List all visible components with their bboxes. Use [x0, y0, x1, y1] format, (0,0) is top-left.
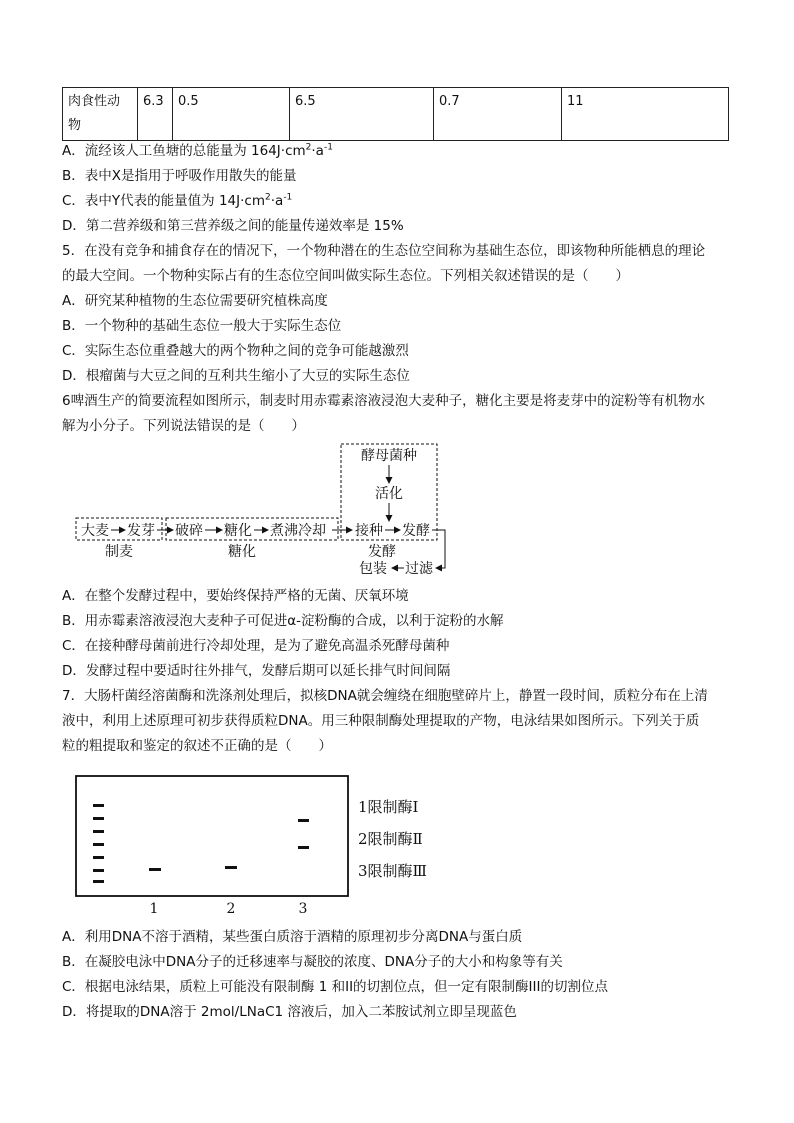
q6-option-c: C．在接种酵母菌前进行冷却处理，是为了避免高温杀死酵母菌种 — [62, 638, 450, 654]
table-cell-name: 肉食性动物 — [63, 88, 138, 141]
gel-band — [149, 868, 161, 871]
legend-enzyme-1: 1限制酶Ⅰ — [358, 798, 419, 816]
package-label: 包装 — [359, 561, 387, 577]
q7-option-a: A．利用DNA不溶于酒精，某些蛋白质溶于酒精的原理初步分离DNA与蛋白质 — [62, 929, 523, 945]
lane-1-label: 1 — [149, 901, 159, 917]
gel-frame — [76, 776, 348, 896]
q5-option-d: D．根瘤菌与大豆之间的互利共生缩小了大豆的实际生态位 — [62, 368, 410, 384]
inoculate-label: 接种 — [355, 523, 383, 539]
saccharify-step-label: 糖化 — [224, 523, 252, 539]
q6-option-d: D．发酵过程中要适时往外排气，发酵后期可以延长排气时间间隔 — [62, 663, 451, 679]
yeast-strain-label: 酵母菌种 — [361, 448, 417, 464]
gel-band — [93, 869, 104, 872]
crush-label: 破碎 — [175, 523, 203, 539]
table-cell: 0.5 — [173, 88, 290, 141]
table-cell: 0.7 — [434, 88, 562, 141]
arrow-ferment-filter — [432, 530, 445, 568]
q7-stem-line2: 液中，利用上述原理可初步获得质粒DNA。用三种限制酶处理提取的产物，电泳结果如图所示。下列关于质 — [62, 713, 700, 729]
lane-1-bands — [93, 804, 161, 883]
ferment-label: 发酵 — [402, 523, 430, 539]
table-cell: 11 — [562, 88, 729, 141]
lane-2-label: 2 — [226, 901, 236, 917]
gel-band — [298, 846, 309, 849]
q5-option-b: B．一个物种的基础生态位一般大于实际生态位 — [62, 318, 342, 334]
gel-band — [298, 819, 309, 822]
q4-option-b: B．表中X是指用于呼吸作用散失的能量 — [62, 168, 297, 184]
lane-2-band — [225, 866, 237, 869]
q6-stem-line1: 6啤酒生产的简要流程如图所示，制麦时用赤霉素溶液浸泡大麦种子，糖化主要是将麦芽中的淀粉等有机物水 — [62, 393, 706, 409]
barley-label: 大麦 — [81, 523, 109, 539]
saccharification-group-label: 糖化 — [228, 544, 256, 560]
q5-option-c: C．实际生态位重叠越大的两个物种之间的竞争可能越激烈 — [62, 343, 409, 359]
q7-option-d: D．将提取的DNA溶于 2mol/LNaC1 溶液后，加入二苯胺试剂立即呈现蓝色 — [62, 1004, 517, 1020]
electrophoresis-gel-figure — [62, 760, 442, 920]
filter-label: 过滤 — [405, 561, 433, 577]
legend-enzyme-3: 3限制酶Ⅲ — [358, 862, 428, 880]
gel-band — [93, 804, 104, 807]
gel-band — [93, 880, 104, 883]
q6-stem-line2: 解为小分子。下列说法错误的是（ ） — [62, 418, 305, 434]
fermentation-group-label: 发酵 — [368, 544, 396, 560]
lane-3-bands — [298, 819, 309, 849]
q4-option-a: A．流经该人工鱼塘的总能量为 $164J\cdot cm^2\cdot a^{-1}$ — [62, 142, 333, 159]
gel-band — [93, 817, 104, 820]
table-cell: 6.5 — [290, 88, 434, 141]
q5-option-a: A．研究某种植物的生态位需要研究植株高度 — [62, 293, 328, 309]
activation-label: 活化 — [375, 486, 403, 502]
energy-table — [62, 87, 729, 141]
q5-stem-line2: 的最大空间。一个物种实际占有的生态位空间叫做实际生态位。下列相关叙述错误的是（ ） — [62, 268, 629, 284]
q5-stem-line1: 5．在没有竞争和捕食存在的情况下，一个物种潜在的生态位空间称为基础生态位，即该物种所能栖息的理论 — [62, 243, 706, 259]
germinate-label: 发芽 — [127, 523, 155, 539]
malting-group-label: 制麦 — [105, 544, 133, 560]
gel-band — [93, 830, 104, 833]
q7-stem-line3: 粒的粗提取和鉴定的叙述不正确的是（ ） — [62, 738, 332, 754]
q6-option-a: A．在整个发酵过程中，要始终保持严格的无菌、厌氧环境 — [62, 588, 409, 604]
q6-option-b: B．用赤霉素溶液浸泡大麦种子可促进α-淀粉酶的合成，以利于淀粉的水解 — [62, 613, 504, 629]
boil-cool-label: 煮沸冷却 — [270, 523, 326, 539]
table-row — [63, 88, 729, 141]
q7-option-c: C．根据电泳结果，质粒上可能没有限制酶 1 和II的切割位点，但一定有限制酶III的切割位点 — [62, 979, 609, 995]
q4-option-d: D．第二营养级和第三营养级之间的能量传递效率是 15% — [62, 218, 404, 234]
legend-enzyme-2: 2限制酶Ⅱ — [358, 830, 423, 848]
gel-band — [93, 843, 104, 846]
beer-process-flow-diagram — [62, 440, 482, 580]
q7-option-b: B．在凝胶电泳中DNA分子的迁移速率与凝胶的浓度、DNA分子的大小和构象等有关 — [62, 954, 563, 970]
q7-stem-line1: 7．大肠杆菌经溶菌酶和洗涤剂处理后，拟核DNA就会缠绕在细胞壁碎片上，静置一段时间，质粒分布在上清 — [62, 688, 708, 704]
q4-option-c: C．表中Y代表的能量值为 $14J\cdot cm^2\cdot a^{-1}$ — [62, 192, 293, 209]
gel-band — [93, 856, 104, 859]
lane-3-label: 3 — [298, 901, 308, 917]
table-cell: 6.3 — [138, 88, 173, 141]
